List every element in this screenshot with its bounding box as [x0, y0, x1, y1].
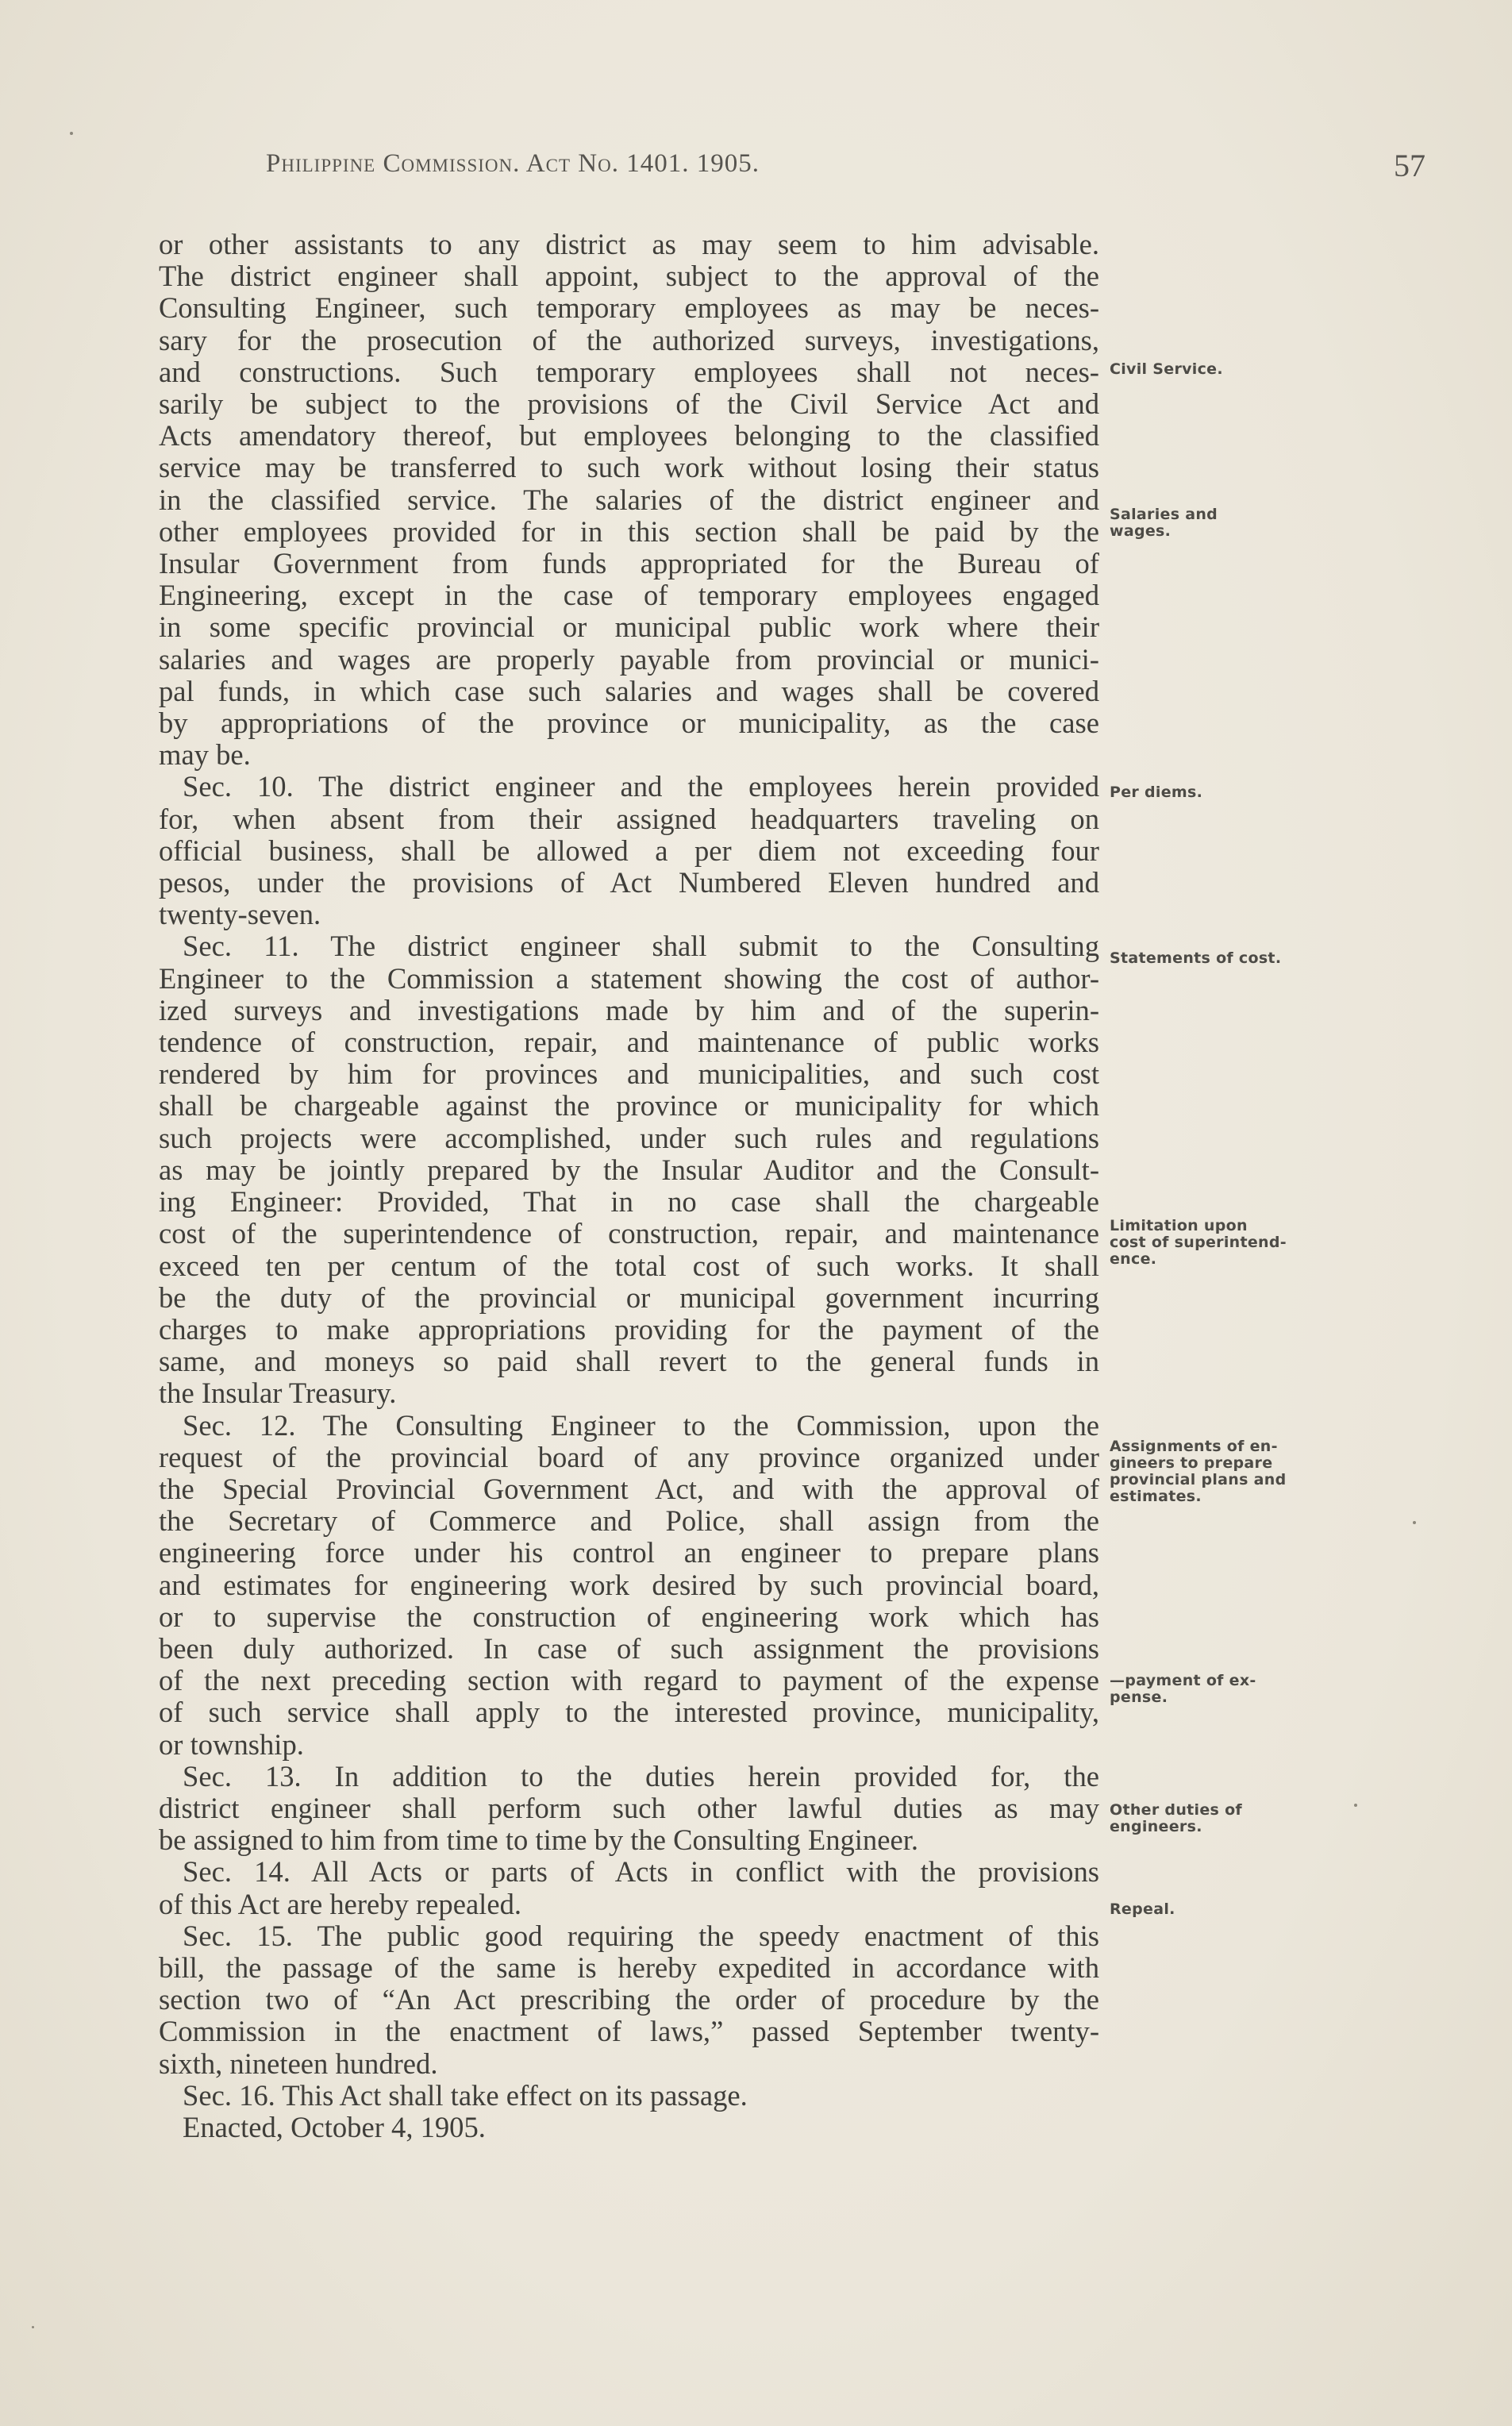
section-16-line: Sec. 16. This Act shall take effect on its passage.	[183, 2078, 748, 2112]
margin-note-assignments	[1110, 1438, 1340, 1505]
text-line: or other assistants to any district as may seem to him advisable.	[159, 228, 1099, 260]
margin-note-other-duties	[1110, 1802, 1340, 1835]
margin-note-limitation	[1110, 1218, 1340, 1268]
margin-note-salaries	[1110, 506, 1340, 540]
text-line: Consulting Engineer, such temporary employees as may be neces-	[159, 291, 1099, 325]
text-line: Insular Government from funds appropriated for the Bureau of	[159, 547, 1099, 580]
section-15-line: Sec. 15. The public good requiring the speedy enactment of this	[183, 1919, 1099, 1952]
section-13-line: Sec. 13. In addition to the duties herein provided for, the	[183, 1759, 1099, 1793]
text-line: sarily be subject to the provisions of the Civil Service Act and	[159, 387, 1099, 421]
text-line: ing Engineer: Provided, That in no case shall the chargeable	[159, 1185, 1099, 1219]
text-line: same, and moneys so paid shall revert to the general funds in	[159, 1345, 1099, 1378]
text-line: pesos, under the provisions of Act Numbered Eleven hundred and	[159, 866, 1099, 899]
text-line: other employees provided for in this section shall be paid by the	[159, 514, 1099, 548]
scan-speck	[70, 132, 73, 135]
text-line: section two of “An Act prescribing the order of procedure by the	[159, 1983, 1099, 2016]
enactment-date: Enacted, October 4, 1905.	[183, 2110, 486, 2143]
margin-note-line: ence.	[1110, 1250, 1157, 1268]
section-10-line: Sec. 10. The district engineer and the employees herein provided	[183, 770, 1099, 803]
text-line: salaries and wages are properly payable from provincial or munici-	[159, 642, 1099, 676]
section-12-line: Sec. 12. The Consulting Engineer to the Commission, upon the	[183, 1408, 1099, 1442]
margin-note-per-diems	[1110, 784, 1340, 801]
section-14-line: Sec. 14. All Acts or parts of Acts in conflict with the provisions	[183, 1855, 1099, 1889]
margin-note-line: engineers.	[1110, 1818, 1202, 1835]
text-line: Acts amendatory thereof, but employees belonging to the classified	[159, 419, 1099, 452]
margin-note-line: Repeal.	[1110, 1900, 1175, 1918]
margin-note-line: Per diems.	[1110, 784, 1203, 801]
text-line: ized surveys and investigations made by him and of the superin-	[159, 993, 1099, 1026]
text-line: cost of the superintendence of construction, repair, and maintenance	[159, 1217, 1099, 1250]
margin-note-line: cost of superintend-	[1110, 1234, 1287, 1251]
text-line: rendered by him for provinces and municipalities, and such cost	[159, 1057, 1099, 1091]
margin-note-civil-service	[1110, 361, 1340, 378]
text-line: may be.	[159, 738, 251, 772]
margin-note-line: Other duties of	[1110, 1801, 1242, 1819]
margin-note-line: gineers to prepare	[1110, 1454, 1273, 1472]
text-line: bill, the passage of the same is hereby expedited in accordance with	[159, 1950, 1099, 1984]
margin-note-statements	[1110, 950, 1340, 967]
text-line: pal funds, in which case such salaries and wages shall be covered	[159, 674, 1099, 707]
text-line: for, when absent from their assigned headquarters traveling on	[159, 802, 1099, 835]
text-line: shall be chargeable against the province or municipality for which	[159, 1089, 1099, 1123]
text-line: sixth, nineteen hundred.	[159, 2047, 438, 2080]
scan-speck	[32, 2326, 34, 2328]
text-line: twenty-seven.	[159, 898, 321, 931]
text-line: charges to make appropriations providing for the payment of the	[159, 1312, 1099, 1346]
text-line: The district engineer shall appoint, subject to the approval of the	[159, 260, 1099, 293]
text-line: of this Act are hereby repealed.	[159, 1887, 522, 1920]
running-head: Philippine Commission. Act No. 1401. 1905.	[266, 149, 760, 178]
text-line: official business, shall be allowed a per diem not exceeding four	[159, 834, 1099, 867]
scan-speck	[1413, 1521, 1416, 1524]
page-number: 57	[1394, 148, 1425, 183]
margin-note-line: Statements of cost.	[1110, 949, 1282, 967]
text-line: in the classified service. The salaries of the district engineer and	[159, 483, 1099, 516]
text-line: tendence of construction, repair, and maintenance of public works	[159, 1026, 1099, 1059]
text-line: district engineer shall perform such other lawful duties as may	[159, 1791, 1099, 1824]
text-line: request of the provincial board of any province organized under	[159, 1440, 1099, 1473]
section-11-line: Sec. 11. The district engineer shall submit to the Consulting	[183, 930, 1099, 963]
text-line: by appropriations of the province or municipality, as the case	[159, 707, 1099, 740]
text-line: exceed ten per centum of the total cost of such works. It shall	[159, 1249, 1099, 1282]
margin-note-payment	[1110, 1673, 1340, 1706]
text-line: in some specific provincial or municipal public work where their	[159, 610, 1099, 644]
text-line: Commission in the enactment of laws,” passed September twenty-	[159, 2015, 1099, 2048]
text-line: service may be transferred to such work without losing their status	[159, 451, 1099, 484]
margin-note-line: wages.	[1110, 522, 1172, 540]
margin-note-line: estimates.	[1110, 1488, 1202, 1505]
scan-speck	[1354, 1804, 1357, 1807]
text-line: or to supervise the construction of engineering work which has	[159, 1600, 1099, 1633]
text-line: and constructions. Such temporary employees shall not neces-	[159, 355, 1099, 388]
margin-note-line: Civil Service.	[1110, 360, 1223, 378]
text-line: as may be jointly prepared by the Insular Auditor and the Consult-	[159, 1153, 1099, 1186]
margin-note-line: pense.	[1110, 1689, 1168, 1706]
text-line: engineering force under his control an engineer to prepare plans	[159, 1536, 1099, 1569]
margin-note-line: Salaries and	[1110, 506, 1218, 523]
act-body-text	[159, 229, 1099, 2143]
text-line: the Secretary of Commerce and Police, shall assign from the	[159, 1504, 1099, 1538]
text-line: or township.	[159, 1727, 304, 1761]
text-line: sary for the prosecution of the authorized surveys, investigations,	[159, 323, 1099, 356]
text-line: of the next preceding section with regard to payment of the expense	[159, 1664, 1099, 1697]
text-line: Engineering, except in the case of temporary employees engaged	[159, 579, 1099, 612]
text-line: of such service shall apply to the interested province, municipality,	[159, 1696, 1099, 1729]
margin-note-repeal	[1110, 1901, 1340, 1918]
text-line: the Special Provincial Government Act, and with the approval of	[159, 1472, 1099, 1505]
text-line: be assigned to him from time to time by the Consulting Engineer.	[159, 1823, 918, 1857]
margin-note-line: Assignments of en-	[1110, 1438, 1278, 1455]
text-line: been duly authorized. In case of such assignment the provisions	[159, 1631, 1099, 1665]
text-line: such projects were accomplished, under such rules and regulations	[159, 1121, 1099, 1154]
text-line: the Insular Treasury.	[159, 1377, 397, 1410]
margin-note-line: —payment of ex-	[1110, 1672, 1256, 1689]
margin-note-line: Limitation upon	[1110, 1217, 1248, 1234]
text-line: Engineer to the Commission a statement showing the cost of author-	[159, 961, 1099, 995]
text-line: and estimates for engineering work desired by such provincial board,	[159, 1568, 1099, 1601]
margin-note-line: provincial plans and	[1110, 1471, 1287, 1488]
text-line: be the duty of the provincial or municipal government incurring	[159, 1280, 1099, 1314]
